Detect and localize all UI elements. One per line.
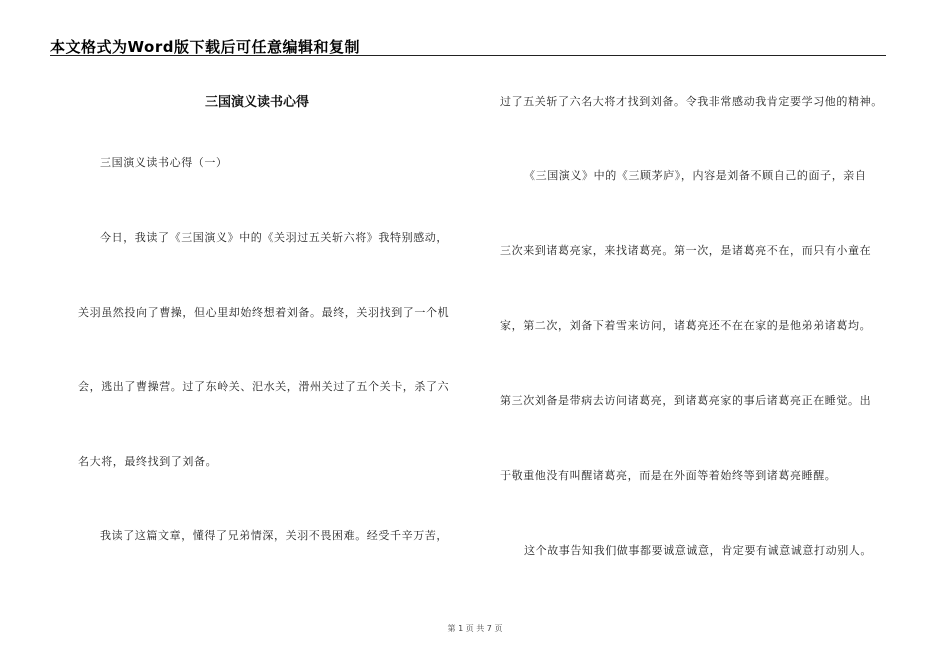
left-line: 名大将，最终找到了刘备。 xyxy=(78,455,218,468)
right-line: 于敬重他没有叫醒诸葛亮，而是在外面等着始终等到诸葛亮睡醒。 xyxy=(500,469,837,482)
right-line: 《三国演义》中的《三顾茅庐》，内容是刘备不顾自己的面子，亲自 xyxy=(524,169,867,182)
left-line: 三国演义读书心得（一） xyxy=(100,156,228,169)
right-line: 过了五关斩了六名大将才找到刘备。令我非常感动我肯定要学习他的精神。 xyxy=(500,95,883,108)
left-line: 今日，我读了《三国演义》中的《关羽过五关斩六将》我特别感动， xyxy=(100,231,448,244)
right-line: 家，第二次，刘备下着雪来访问，诸葛亮还不在在家的是他弟弟诸葛均。 xyxy=(500,319,872,332)
right-line: 第三次刘备是带病去访问诸葛亮，到诸葛亮家的事后诸葛亮正在睡觉。出 xyxy=(500,394,872,407)
right-line: 三次来到诸葛亮家，来找诸葛亮。第一次，是诸葛亮不在，而只有小童在 xyxy=(500,244,872,257)
document-title: 三国演义读书心得 xyxy=(205,95,310,110)
header-rule xyxy=(50,55,886,56)
header-banner: 本文格式为Word版下载后可任意编辑和复制 xyxy=(50,38,360,56)
right-line: 这个故事告知我们做事都要诚意诚意，肯定要有诚意诚意打动别人。 xyxy=(524,544,872,557)
left-line: 关羽虽然投向了曹操，但心里却始终想着刘备。最终，关羽找到了一个机 xyxy=(78,306,450,319)
left-line: 会，逃出了曹操营。过了东岭关、汜水关，滑州关过了五个关卡，杀了六 xyxy=(78,380,450,393)
left-line: 我读了这篇文章，懂得了兄弟情深，关羽不畏困难。经受千辛万苦， xyxy=(100,529,448,542)
page-number: 第 1 页 共 7 页 xyxy=(447,624,503,633)
